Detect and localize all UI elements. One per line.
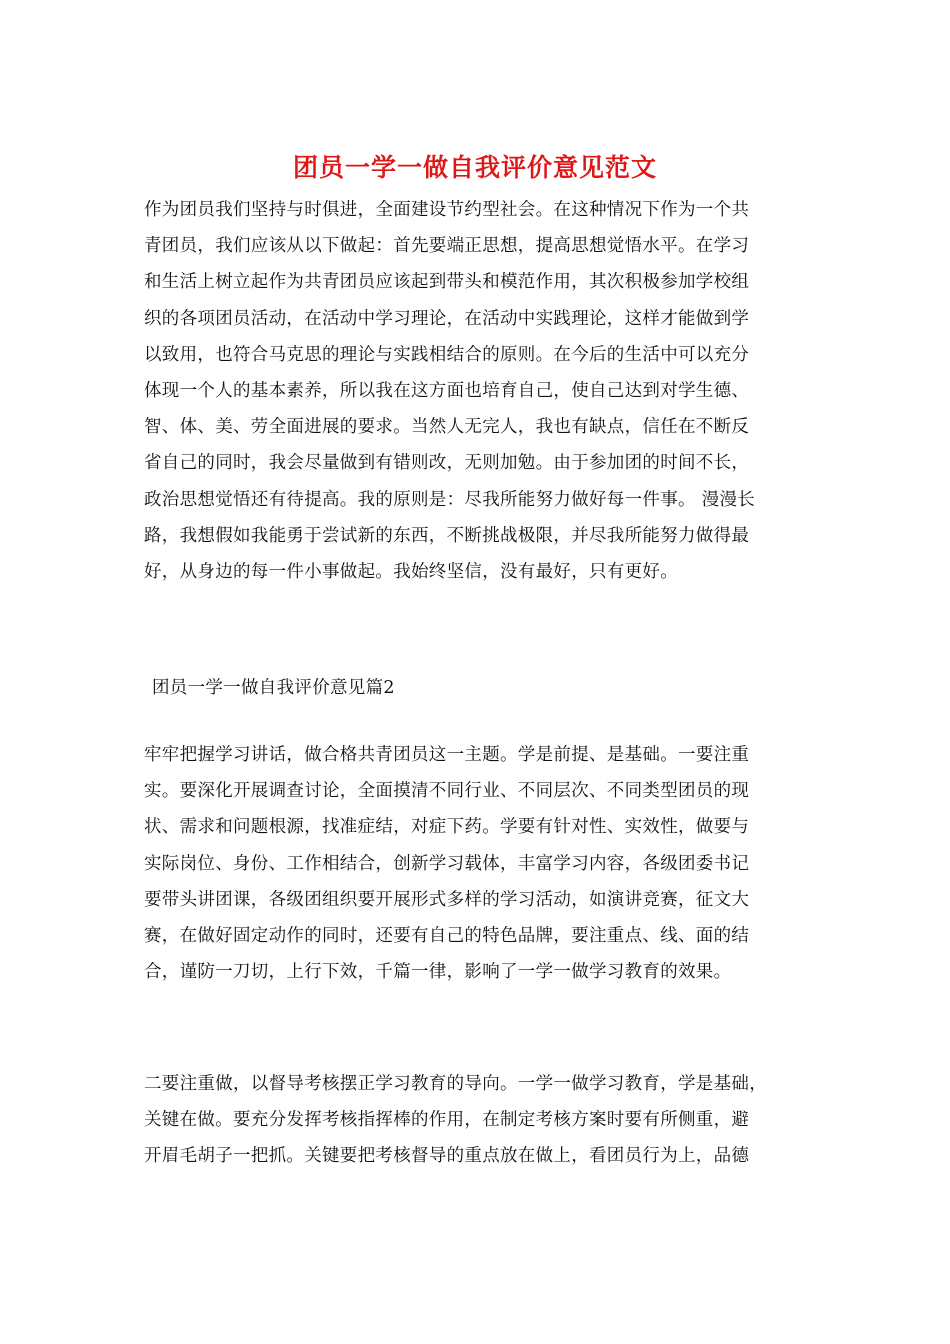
paragraph-line: 路，我想假如我能勇于尝试新的东西，不断挑战极限，并尽我所能努力做得最 [144, 525, 750, 546]
paragraph-line: 要带头讲团课，各级团组织要开展形式多样的学习活动，如演讲竞赛，征文大 [144, 889, 750, 910]
document-title: 团员一学一做自我评价意见范文 [292, 153, 657, 182]
paragraph-line: 好，从身边的每一件小事做起。我始终坚信，没有最好，只有更好。 [144, 562, 678, 583]
paragraph-line: 实。要深化开展调查讨论，全面摸清不同行业、不同层次、不同类型团员的现 [144, 781, 750, 802]
paragraph-line: 实际岗位、身份、工作相结合，创新学习载体，丰富学习内容，各级团委书记 [144, 853, 750, 874]
paragraph-line: 开眉毛胡子一把抓。关键要把考核督导的重点放在做上，看团员行为上，品德 [144, 1146, 750, 1167]
paragraph-2 [144, 737, 816, 990]
paragraph-line: 以致用，也符合马克思的理论与实践相结合的原则。在今后的生活中可以充分 [144, 344, 750, 365]
paragraph-line: 织的各项团员活动，在活动中学习理论，在活动中实践理论，这样才能做到学 [144, 308, 750, 329]
paragraph-line: 牢牢把握学习讲话，做合格共青团员这一主题。学是前提、是基础。一要注重 [144, 745, 750, 765]
paragraph-line: 作为团员我们坚持与时俱进，全面建设节约型社会。在这种情况下作为一个共 [144, 200, 750, 220]
paragraph-line: 关键在做。要充分发挥考核指挥棒的作用，在制定考核方案时要有所侧重，避 [144, 1110, 750, 1131]
paragraph-line: 二要注重做，以督导考核摆正学习教育的导向。一学一做学习教育，学是基础， [144, 1074, 767, 1094]
paragraph-line: 合，谨防一刀切，上行下效，千篇一律，影响了一学一做学习教育的效果。 [144, 962, 732, 983]
paragraph-line: 省自己的同时，我会尽量做到有错则改，无则加勉。由于参加团的时间不长， [144, 453, 750, 474]
paragraph-line: 智、体、美、劳全面进展的要求。当然人无完人，我也有缺点，信任在不断反 [144, 417, 750, 438]
paragraph-line: 和生活上树立起作为共青团员应该起到带头和模范作用，其次积极参加学校组 [144, 272, 750, 293]
section-2-heading: 团员一学一做自我评价意见篇2 [152, 678, 395, 698]
paragraph-3 [144, 1066, 816, 1175]
paragraph-line: 体现一个人的基本素养，所以我在这方面也培育自己，使自己达到对学生德、 [144, 381, 750, 402]
paragraph-line: 青团员，我们应该从以下做起：首先要端正思想，提高思想觉悟水平。在学习 [144, 236, 750, 257]
paragraph-line: 赛，在做好固定动作的同时，还要有自己的特色品牌，要注重点、线、面的结 [144, 926, 750, 947]
paragraph-line: 状、需求和问题根源，找准症结，对症下药。学要有针对性、实效性，做要与 [144, 817, 750, 838]
paragraph-line: 政治思想觉悟还有待提高。我的原则是：尽我所能努力做好每一件事。 漫漫长 [144, 489, 756, 510]
paragraph-1 [144, 192, 816, 590]
